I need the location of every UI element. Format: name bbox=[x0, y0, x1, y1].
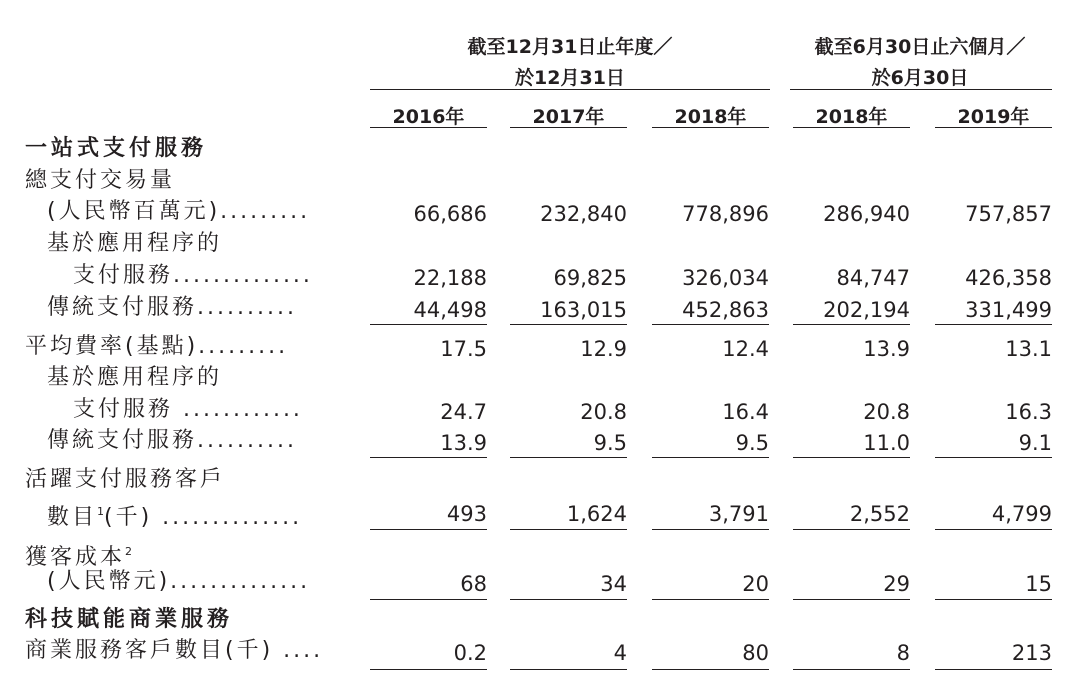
trad-value-5: 331,499 bbox=[965, 298, 1052, 322]
rule-bottom-5 bbox=[935, 669, 1052, 670]
header-group-a-line1: 截至12月31日止年度／ bbox=[467, 36, 673, 58]
cac-value-3: 20 bbox=[742, 572, 769, 596]
app-value-2: 69,825 bbox=[553, 266, 627, 290]
tpv-value-2: 232,840 bbox=[540, 202, 627, 226]
rate-app-value-3: 16.4 bbox=[722, 400, 769, 424]
year-col-2: 2017年 bbox=[532, 106, 605, 128]
rate-app-value-2: 20.8 bbox=[580, 400, 627, 424]
rate-trad-value-2: 9.5 bbox=[593, 431, 627, 455]
header-group-b-line1: 截至6月30日止六個月／ bbox=[814, 36, 1026, 58]
row-label-acquisition-cost-unit: (人民幣元).............. bbox=[47, 569, 311, 594]
row-label-rate-app-based-sub: 支付服務 ............ bbox=[73, 397, 303, 422]
row-label-rate-traditional: 傳統支付服務.......... bbox=[47, 428, 297, 453]
row-label-merchant-customers: 商業服務客戶數目(千) .... bbox=[25, 638, 324, 663]
rule-after-rate-1 bbox=[370, 457, 487, 458]
footnote-marker-1: 1 bbox=[97, 505, 105, 518]
rate-value-1: 17.5 bbox=[440, 337, 487, 361]
app-value-1: 22,188 bbox=[413, 266, 487, 290]
rule-after-active-1 bbox=[370, 529, 487, 530]
merchant-value-5: 213 bbox=[1011, 641, 1052, 665]
rule-bottom-1 bbox=[370, 669, 487, 670]
app-value-5: 426,358 bbox=[965, 266, 1052, 290]
rule-after-rate-4 bbox=[793, 457, 910, 458]
year-col-5: 2019年 bbox=[957, 106, 1030, 128]
trad-value-4: 202,194 bbox=[823, 298, 910, 322]
header-group-a-line2: 於12月31日 bbox=[515, 67, 625, 89]
rule-after-rate-3 bbox=[652, 457, 769, 458]
trad-value-3: 452,863 bbox=[682, 298, 769, 322]
active-value-1: 493 bbox=[446, 502, 487, 526]
year-col-1: 2016年 bbox=[392, 106, 465, 128]
row-label-acquisition-cost: 獲客成本$^2$ bbox=[25, 545, 133, 570]
merchant-value-2: 4 bbox=[613, 641, 627, 665]
year-rule-5 bbox=[935, 127, 1052, 128]
tpv-value-4: 286,940 bbox=[823, 202, 910, 226]
rule-bottom-2 bbox=[510, 669, 627, 670]
trad-value-1: 44,498 bbox=[413, 298, 487, 322]
rule-bottom-3 bbox=[652, 669, 769, 670]
year-col-3: 2018年 bbox=[674, 106, 747, 128]
header-group-a-rule bbox=[370, 89, 770, 90]
year-col-4: 2018年 bbox=[815, 106, 888, 128]
rate-value-5: 13.1 bbox=[1005, 337, 1052, 361]
rule-after-tpv-4 bbox=[793, 324, 910, 325]
tpv-value-1: 66,686 bbox=[413, 202, 487, 226]
rule-after-cac-2 bbox=[510, 599, 627, 600]
rule-after-tpv-2 bbox=[510, 324, 627, 325]
cac-value-2: 34 bbox=[600, 572, 627, 596]
rule-after-active-5 bbox=[935, 529, 1052, 530]
app-value-4: 84,747 bbox=[836, 266, 910, 290]
year-rule-2 bbox=[510, 127, 627, 128]
rule-after-tpv-5 bbox=[935, 324, 1052, 325]
row-label-fee-rate: 平均費率(基點)......... bbox=[25, 334, 289, 359]
cac-value-4: 29 bbox=[883, 572, 910, 596]
row-label-tpv-unit: (人民幣百萬元)......... bbox=[47, 199, 311, 224]
rate-trad-value-3: 9.5 bbox=[735, 431, 769, 455]
rate-value-2: 12.9 bbox=[580, 337, 627, 361]
cac-value-5: 15 bbox=[1025, 572, 1052, 596]
section-title-tech-services: 科技賦能商業服務 bbox=[25, 607, 234, 632]
rule-after-cac-5 bbox=[935, 599, 1052, 600]
rule-after-cac-4 bbox=[793, 599, 910, 600]
year-rule-1 bbox=[370, 127, 487, 128]
row-label-active-customers: 活躍支付服務客戶 bbox=[25, 467, 226, 492]
year-rule-4 bbox=[793, 127, 910, 128]
merchant-value-4: 8 bbox=[896, 641, 910, 665]
header-group-b-line2: 於6月30日 bbox=[871, 67, 969, 89]
trad-value-2: 163,015 bbox=[540, 298, 627, 322]
row-label-tpv: 總支付交易量 bbox=[25, 168, 176, 193]
tpv-value-5: 757,857 bbox=[965, 202, 1052, 226]
section-title-one-stop: 一站式支付服務 bbox=[25, 136, 208, 161]
rule-after-active-3 bbox=[652, 529, 769, 530]
merchant-value-1: 0.2 bbox=[453, 641, 487, 665]
cac-value-1: 68 bbox=[460, 572, 487, 596]
header-group-b-rule bbox=[790, 89, 1052, 90]
tpv-value-3: 778,896 bbox=[682, 202, 769, 226]
rule-after-cac-3 bbox=[652, 599, 769, 600]
active-value-3: 3,791 bbox=[708, 502, 769, 526]
rate-value-3: 12.4 bbox=[722, 337, 769, 361]
rule-after-tpv-1 bbox=[370, 324, 487, 325]
rate-app-value-5: 16.3 bbox=[1005, 400, 1052, 424]
rule-after-active-2 bbox=[510, 529, 627, 530]
rate-trad-value-4: 11.0 bbox=[863, 431, 910, 455]
row-label-active-customers-sub: 數目$^1$(千) .............. bbox=[47, 505, 303, 530]
row-label-app-based: 基於應用程序的 bbox=[47, 231, 223, 256]
rule-bottom-4 bbox=[793, 669, 910, 670]
rate-trad-value-1: 13.9 bbox=[440, 431, 487, 455]
rate-app-value-4: 20.8 bbox=[863, 400, 910, 424]
rule-after-rate-5 bbox=[935, 457, 1052, 458]
rate-trad-value-5: 9.1 bbox=[1018, 431, 1052, 455]
active-value-4: 2,552 bbox=[849, 502, 910, 526]
app-value-3: 326,034 bbox=[682, 266, 769, 290]
rule-after-tpv-3 bbox=[652, 324, 769, 325]
year-rule-3 bbox=[652, 127, 769, 128]
row-label-rate-app-based: 基於應用程序的 bbox=[47, 365, 223, 390]
active-value-5: 4,799 bbox=[991, 502, 1052, 526]
rate-app-value-1: 24.7 bbox=[440, 400, 487, 424]
row-label-app-based-sub: 支付服務.............. bbox=[73, 263, 313, 288]
rate-value-4: 13.9 bbox=[863, 337, 910, 361]
rule-after-active-4 bbox=[793, 529, 910, 530]
row-label-traditional: 傳統支付服務.......... bbox=[47, 295, 297, 320]
active-value-2: 1,624 bbox=[566, 502, 627, 526]
rule-after-cac-1 bbox=[370, 599, 487, 600]
footnote-marker-2: 2 bbox=[125, 545, 133, 558]
merchant-value-3: 80 bbox=[742, 641, 769, 665]
rule-after-rate-2 bbox=[510, 457, 627, 458]
